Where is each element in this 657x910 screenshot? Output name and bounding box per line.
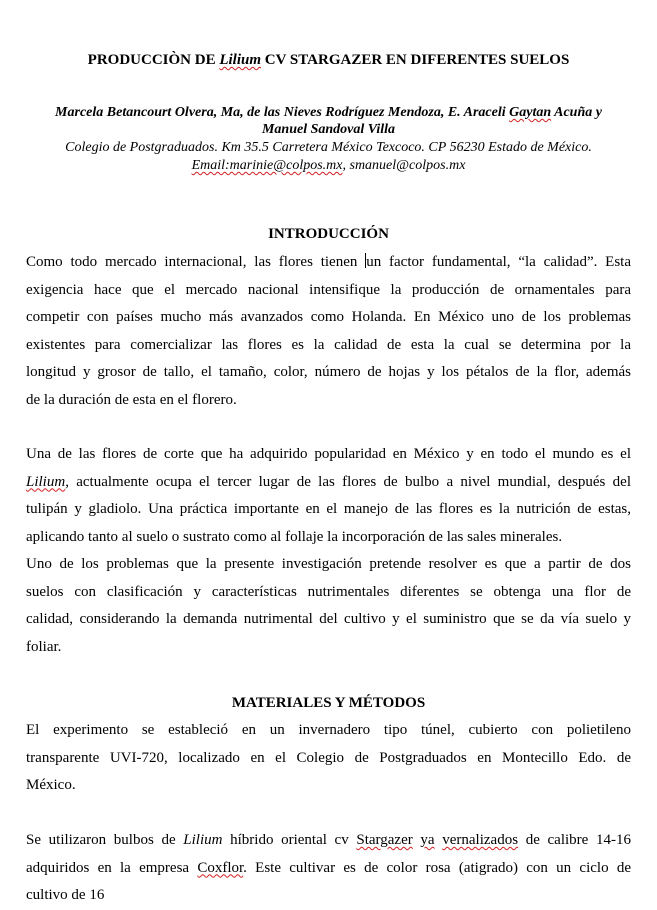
paper-title: [0, 50, 657, 70]
intro-p1-line-3: competir con países mucho más avanzados como Holanda. En México uno de los problemas: [26, 309, 631, 325]
mat-p2-b: híbrido oriental cv: [222, 832, 357, 848]
intro-paragraph-2: [26, 441, 631, 661]
authors-block: [30, 104, 627, 138]
mat-lilium-word: Lilium: [183, 832, 223, 848]
intro-p1-line-5: longitud y grosor de tallo, el tamaño, color, número de hojas y los pétalos de la flor, además: [26, 364, 631, 380]
mat-p1-line-1: El experimento se estableció en un invernadero tipo túnel, cubierto con polietileno: [26, 722, 631, 738]
mat-p1-line-3: México.: [26, 777, 76, 793]
intro-p1-line-2: exigencia hace que el mercado nacional intensifique la producción de ornamentales para: [26, 281, 631, 298]
affiliation: Colegio de Postgraduados. Km 35.5 Carretera México Texcoco. CP 56230 Estado de México.: [65, 140, 592, 155]
intro-paragraph-1: [26, 249, 631, 414]
intro-p1-line-1: [26, 249, 631, 277]
email-line: [0, 157, 657, 175]
authors-line-2: Manuel Sandoval Villa: [261, 122, 396, 137]
author-gaytan: Gaytan: [509, 105, 552, 120]
email-primary: Email:marinie@colpos.mx: [191, 158, 343, 173]
intro-p2-line-5: Uno de los problemas que la presente investigación pretende resolver es que a partir de dos: [26, 556, 631, 572]
intro-p1-line-1-b: un factor fundamental, “la calidad”. Esta: [366, 254, 632, 270]
mat-stargazer-word: Stargazer: [356, 832, 413, 848]
intro-p1-line-6: de la duración de esta en el florero.: [26, 391, 237, 408]
mat-p2-a: Se utilizaron bulbos de: [26, 832, 184, 848]
materiales-paragraph-1: [26, 717, 631, 800]
intro-p2-line-3: tulipán y gladiolo. Una práctica importante en el manejo de las flores es la nutrición de estas,: [26, 501, 631, 517]
mat-p2-line-3: cultivo de 16: [26, 887, 105, 903]
intro-p1-line-1-a: Como todo mercado internacional, las flores tienen: [26, 254, 358, 270]
heading-introduccion: INTRODUCCIÓN: [268, 226, 389, 242]
intro-p2-line-2: [26, 469, 631, 497]
mat-p1-line-2: transparente UVI-720, localizado en el Colegio de Postgraduados en Montecillo Edo. de: [26, 749, 631, 766]
materiales-paragraph-2: [26, 827, 631, 910]
heading-materiales: MATERIALES Y MÉTODOS: [231, 695, 426, 711]
intro-p2-line-7: calidad, considerando la demanda nutrimental del cultivo y el suministro que se da vía suelo y: [26, 611, 631, 627]
authors-line-1-a: Marcela Betancourt Olvera, Ma, de las Nieves Rodríguez Mendoza, E. Araceli: [55, 105, 510, 120]
mat-p2-line2-b: . Este cultivar es de color rosa (atigrado) con un ciclo de: [243, 859, 632, 876]
mat-p2-line-1: [26, 827, 631, 855]
intro-p2-line-1: Una de las flores de corte que ha adquirido popularidad en México y en todo el mundo es el: [26, 446, 631, 462]
mat-p2-e: de calibre 14-16: [518, 832, 631, 848]
email-secondary: , smanuel@colpos.mx: [342, 158, 466, 173]
authors-line-1-b: Acuña y: [551, 105, 602, 120]
intro-lilium-word: Lilium: [26, 473, 66, 490]
intro-p2-line-4: aplicando tanto al suelo o sustrato como al follaje la incorporación de las sales minerales.: [26, 528, 563, 545]
intro-p2-line-2-rest: , actualmente ocupa el tercer lugar de las flores de bulbo a nivel mundial, después del: [65, 473, 631, 490]
title-text-part2: CV STARGAZER EN DIFERENTES SUELOS: [261, 52, 570, 68]
authors-line-1: [30, 104, 627, 121]
mat-coxflor-word: Coxflor: [197, 859, 244, 876]
mat-p2-line-2: [26, 855, 631, 883]
mat-ya-word: ya: [420, 832, 435, 848]
intro-p2-line-6: suelos con clasificación y características nutrimentales diferentes se obtenga una flor de: [26, 583, 631, 600]
title-lilium-word: Lilium: [219, 52, 262, 68]
mat-vernalizados-word: vernalizados: [442, 832, 519, 848]
mat-p2-line2-a: adquiridos en la empresa: [26, 859, 198, 876]
intro-p1-line-4: existentes para comercializar las flores es la calidad de esta la cual se determina por la: [26, 336, 631, 353]
title-text-part1: PRODUCCIÒN DE: [87, 52, 220, 68]
intro-p2-line-8: foliar.: [26, 638, 62, 655]
